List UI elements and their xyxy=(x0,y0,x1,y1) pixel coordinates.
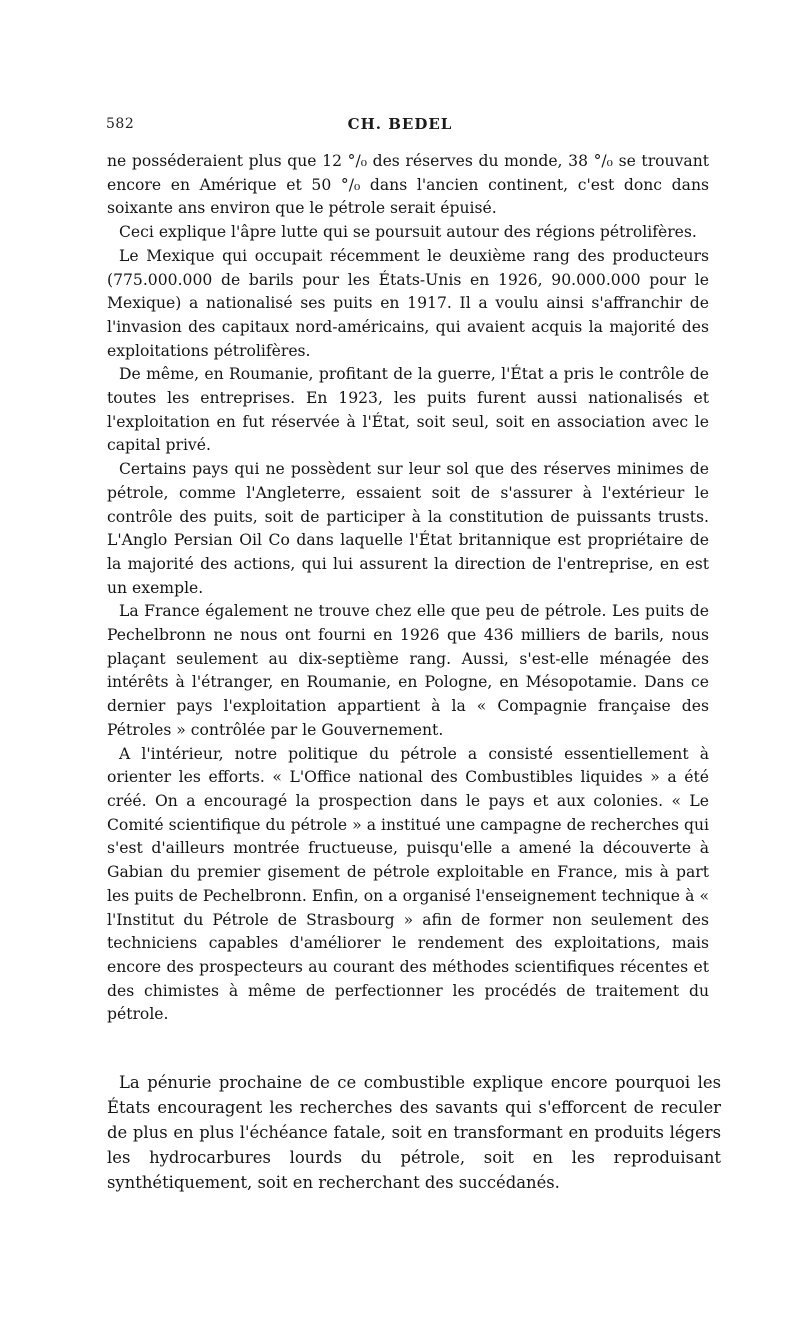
paragraph-4: De même, en Roumanie, profitant de la guerre, l'État a pris le contrôle de toutes les entreprises. En 1923, les puits furent aussi nationalisés et l'exploitation en fut réservée à l'État, soit seul, soit en association avec le capital privé. xyxy=(107,365,709,455)
paragraph-1: ne posséderaient plus que 12 °/₀ des réserves du monde, 38 °/₀ se trouvant encore en Amérique et 50 °/₀ dans l'ancien continent, c'est donc dans soixante ans environ que le pétrole serait épuisé. xyxy=(107,152,709,218)
closing-text-block xyxy=(107,1070,721,1195)
paragraph-5: Certains pays qui ne possèdent sur leur sol que des réserves minimes de pétrole, comme l'Angleterre, essaient soit de s'assurer à l'extérieur le contrôle des puits, soit de participer à la constitution de puissants trusts. L'Anglo Persian Oil Co dans laquelle l'État britannique est propriétaire de la majorité des actions, qui lui assurent la direction de l'entreprise, en est un exemple. xyxy=(107,460,709,597)
paragraph-2: Ceci explique l'âpre lutte qui se poursuit autour des régions pétrolifères. xyxy=(119,223,697,242)
paragraph-7: A l'intérieur, notre politique du pétrole a consisté essentiellement à orienter les efforts. « L'Office national des Combustibles liquides » a été créé. On a encouragé la prospection dans le pays et aux colonies. « Le Comité scientifique du pétrole » a institué une campagne de recherches qui s'est d'ailleurs montrée fructueuse, puisqu'elle a amené la découverte à Gabian du premier gisement de pétrole exploitable en France, mis à part les puits de Pechelbronn. Enfin, on a organisé l'enseignement technique à « l'Institut du Pétrole de Strasbourg » afin de former non seulement des techniciens capables d'améliorer le rendement des exploitations, mais encore des prospecteurs au courant des méthodes scientifiques récentes et des chimistes à même de perfectionner les procédés de traitement du pétrole. xyxy=(107,744,709,1024)
closing-paragraph: La pénurie prochaine de ce combustible explique encore pourquoi les États encouragent les recherches des savants qui s'efforcent de reculer de plus en plus l'échéance fatale, soit en transformant en produits légers les hydrocarbures lourds du pétrole, soit en les reproduisant synthétiquement, soit en recherchant des succédanés. xyxy=(107,1073,721,1192)
page-number: 582 xyxy=(106,116,135,132)
paragraph-3: Le Mexique qui occupait récemment le deuxième rang des producteurs (775.000.000 de barils pour les États-Unis en 1926, 90.000.000 pour le Mexique) a nationalisé ses puits en 1917. Il a voulu ainsi s'affranchir de l'invasion des capitaux nord-américains, qui avaient acquis la majorité des exploitations pétrolifères. xyxy=(107,246,709,360)
main-text-block xyxy=(107,150,709,1027)
paragraph-6: La France également ne trouve chez elle que peu de pétrole. Les puits de Pechelbronn ne nous ont fourni en 1926 que 436 milliers de barils, nous plaçant seulement au dix-septième rang. Aussi, s'est-elle ménagée des intérêts à l'étranger, en Roumanie, en Pologne, en Mésopotamie. Dans ce dernier pays l'exploitation appartient à la « Compagnie française des Pétroles » contrôlée par le Gouvernement. xyxy=(107,602,709,739)
running-title: CH. BEDEL xyxy=(347,115,453,133)
